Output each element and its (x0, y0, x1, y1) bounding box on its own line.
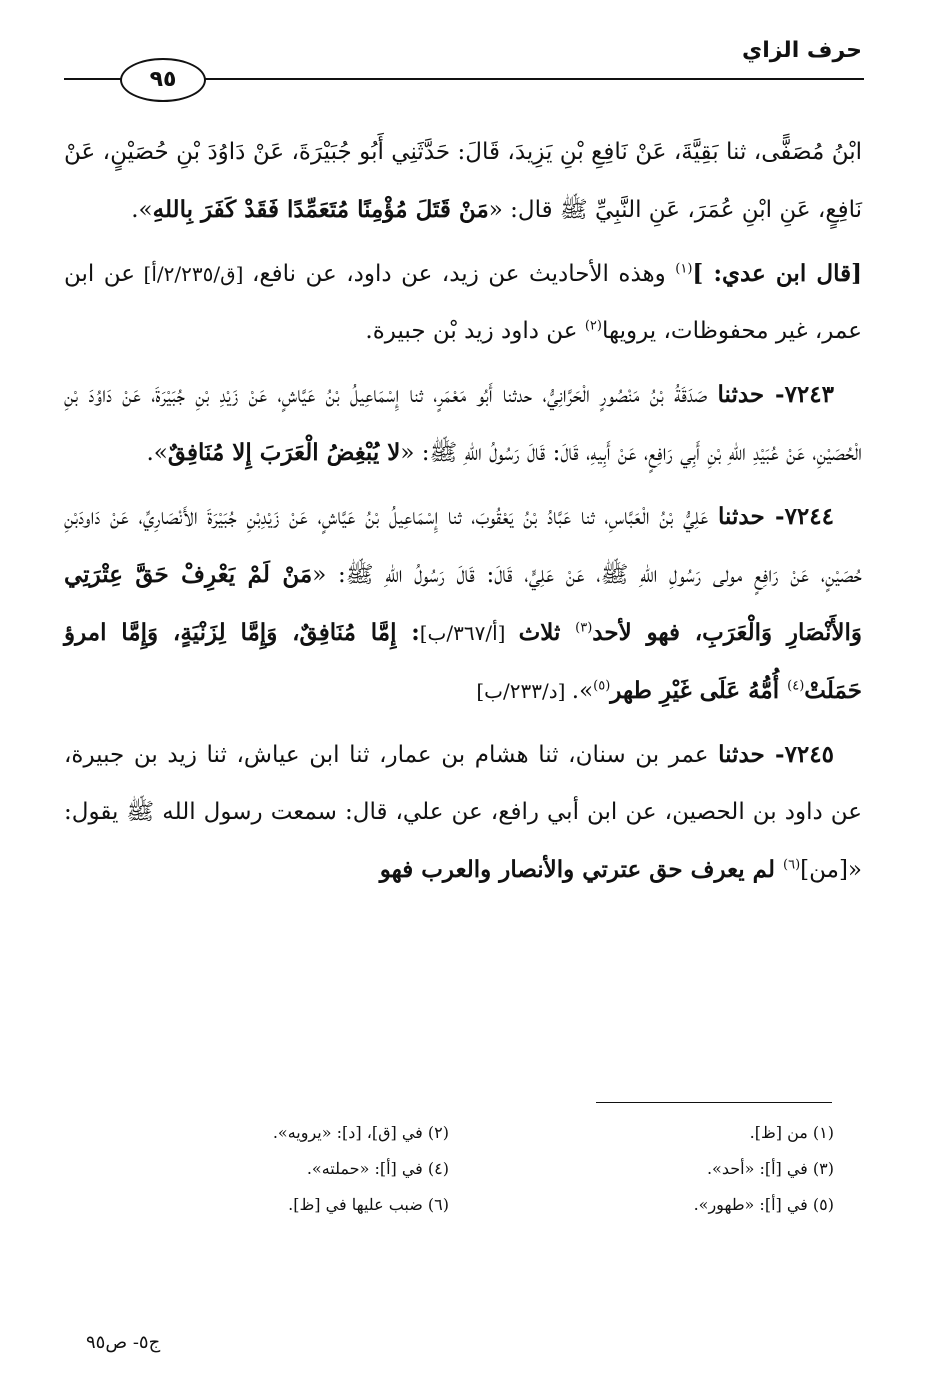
manuscript-ref: [د/٢٣٣/ب] (476, 679, 572, 703)
hadith-text: : إِمَّا مُنَافِقٌ، وَإِمَّا لِزَنْيَةٍ، وَإِمَّا امرؤ حَمَلَتْ (64, 619, 862, 704)
text-run: عن ابن عمر، غير محفوظات، يرويها (64, 261, 862, 344)
footnote-3: (٣) في [أ]: «أحد». (706, 1159, 834, 1178)
hadith-text: ثلاث (518, 619, 576, 646)
text-run: عن داود زيد بْن جبيرة. (365, 318, 585, 344)
footnote-5: (٥) في [أ]: «طهور». (693, 1195, 834, 1214)
manuscript-ref: [ق/٢/٢٣٥/أ] (135, 262, 252, 286)
hadith-number: ٧٢٤٤- (764, 503, 834, 530)
footnotes (64, 1118, 834, 1220)
hadith-text: لا يُبْغِضُ الْعَرَبَ إِلا مُنَافِقٌ (167, 439, 401, 466)
text-run: وهذه الأحاديث عن زيد، عن داود، عن نافع، (251, 261, 676, 287)
hadith-text: مَنْ لَمْ يَعْرِفْ حَقَّ عِتْرَتِي وَالأَنْصَارِ وَالْعَرَبِ، فهو لأحد (64, 561, 862, 646)
footnote-marker: (٣) (575, 620, 593, 636)
footnote-6: (٦) ضبب عليها في [ظ]. (288, 1195, 449, 1214)
chapter-title: حرف الزاي (742, 38, 862, 63)
footnote-marker: (٤) (787, 678, 805, 694)
text-run: ». (146, 440, 168, 466)
hadith-number: ٧٢٤٥- (764, 741, 834, 768)
page-number-badge: ٩٥ (120, 58, 206, 102)
footnote-divider (596, 1102, 832, 1103)
main-text (64, 124, 862, 899)
footnote-marker: (١) (675, 261, 693, 277)
volume-page-reference: ج٥- ص٩٥ (86, 1332, 161, 1353)
text-run: عمر بن سنان، ثنا هشام بن عمار، ثنا ابن عياش، ثنا زيد بن جبيرة، عن داود بن الحصين، عن ابن أبي رافع، عن علي، قال: سمعت رسول الله ﷺ يقول: «[من] (64, 742, 862, 883)
text-run: ابْنُ مُصَفًّى، ثنا بَقِيَّةَ، عَنْ نَافِعِ بْنِ يَزِيدَ، قَالَ: حَدَّثَنِي أَبُو جُبَيْرَةَ، عَنْ دَاوُدَ بْنِ حُصَيْنٍ، عَنْ نَافِعٍ، عَنِ ابْنِ عُمَرَ، عَنِ النَّبِيِّ ﷺ قال: « (64, 139, 862, 223)
text-run: عَلِيُّ بْنُ الْعَبَّاسِ، ثنا عَبَّادُ بْنُ يَعْقُوبَ، ثنا إِسْمَاعِيلُ بْنُ عَيَّاشٍ، عَنْ زَيْدِبْنِ جُبَيْرَةَ الأَنْصَارِيِّ، عَنْ دَاودَبْنِ حُصَيْنٍ، عَنْ رَافِعٍ مولى رَسُولِ اللهِ ﷺ، عَنْ عَلِيٍّ، قَالَ: قَالَ رَسُولُ اللهِ ﷺ: « (64, 504, 863, 588)
text-run: ». (131, 197, 153, 223)
text-run: صَدَقَةُ بْنُ مَنْصُورٍ الْحَرَّانِيُّ، حدثنا أَبُو مَعْمَرٍ، ثنا إِسْمَاعِيلُ بْنُ عَيَّاشٍ، عَنْ زَيْدِ بْنِ جُبَيْرَةَ، عَنْ دَاوُدَ بْنِ الْحُصَيْنِ، عَنْ عُبَيْدِ اللهِ بْنِ أَبِي رَافِعٍ، عَنْ أَبِيهِ، قَالَ: قَالَ رَسُولُ اللهِ ﷺ: « (64, 382, 862, 466)
hadith-7243 (64, 366, 862, 482)
manuscript-ref: [أ/٣٦٧/ب] (419, 621, 519, 645)
paragraph-1 (64, 124, 862, 239)
footnote-marker: (٦) (783, 857, 801, 873)
footnote-1: (١) من [ظ]. (749, 1123, 834, 1142)
footnote-marker: (٢) (584, 318, 602, 334)
footnote-4: (٤) في [أ]: «حملته». (306, 1159, 449, 1178)
hadith-text: لم يعرف حق عترتي والأنصار والعرب فهو (379, 856, 783, 883)
footnote-2: (٢) في [ق]، [د]: «يرويه». (272, 1123, 449, 1142)
hadith-text: مَنْ قَتَلَ مُؤْمِنًا مُتَعَمِّدًا فَقَدْ كَفَرَ بِاللهِ (152, 196, 489, 223)
hadith-7244 (64, 488, 862, 720)
hadith-lead: حدثنا (717, 381, 765, 408)
hadith-lead: حدثنا (718, 741, 765, 768)
footnote-marker: (٥) (593, 678, 611, 694)
hadith-lead: حدثنا (718, 503, 765, 530)
paragraph-2 (64, 245, 862, 360)
hadith-7245 (64, 726, 862, 899)
text-run: ». (571, 678, 594, 704)
editor-note-lead: [قال ابن عدي: ] (692, 260, 862, 287)
hadith-number: ٧٢٤٣- (764, 381, 834, 408)
hadith-text: أُمُّهُ عَلَى غَيْرِ طهر (610, 677, 788, 704)
